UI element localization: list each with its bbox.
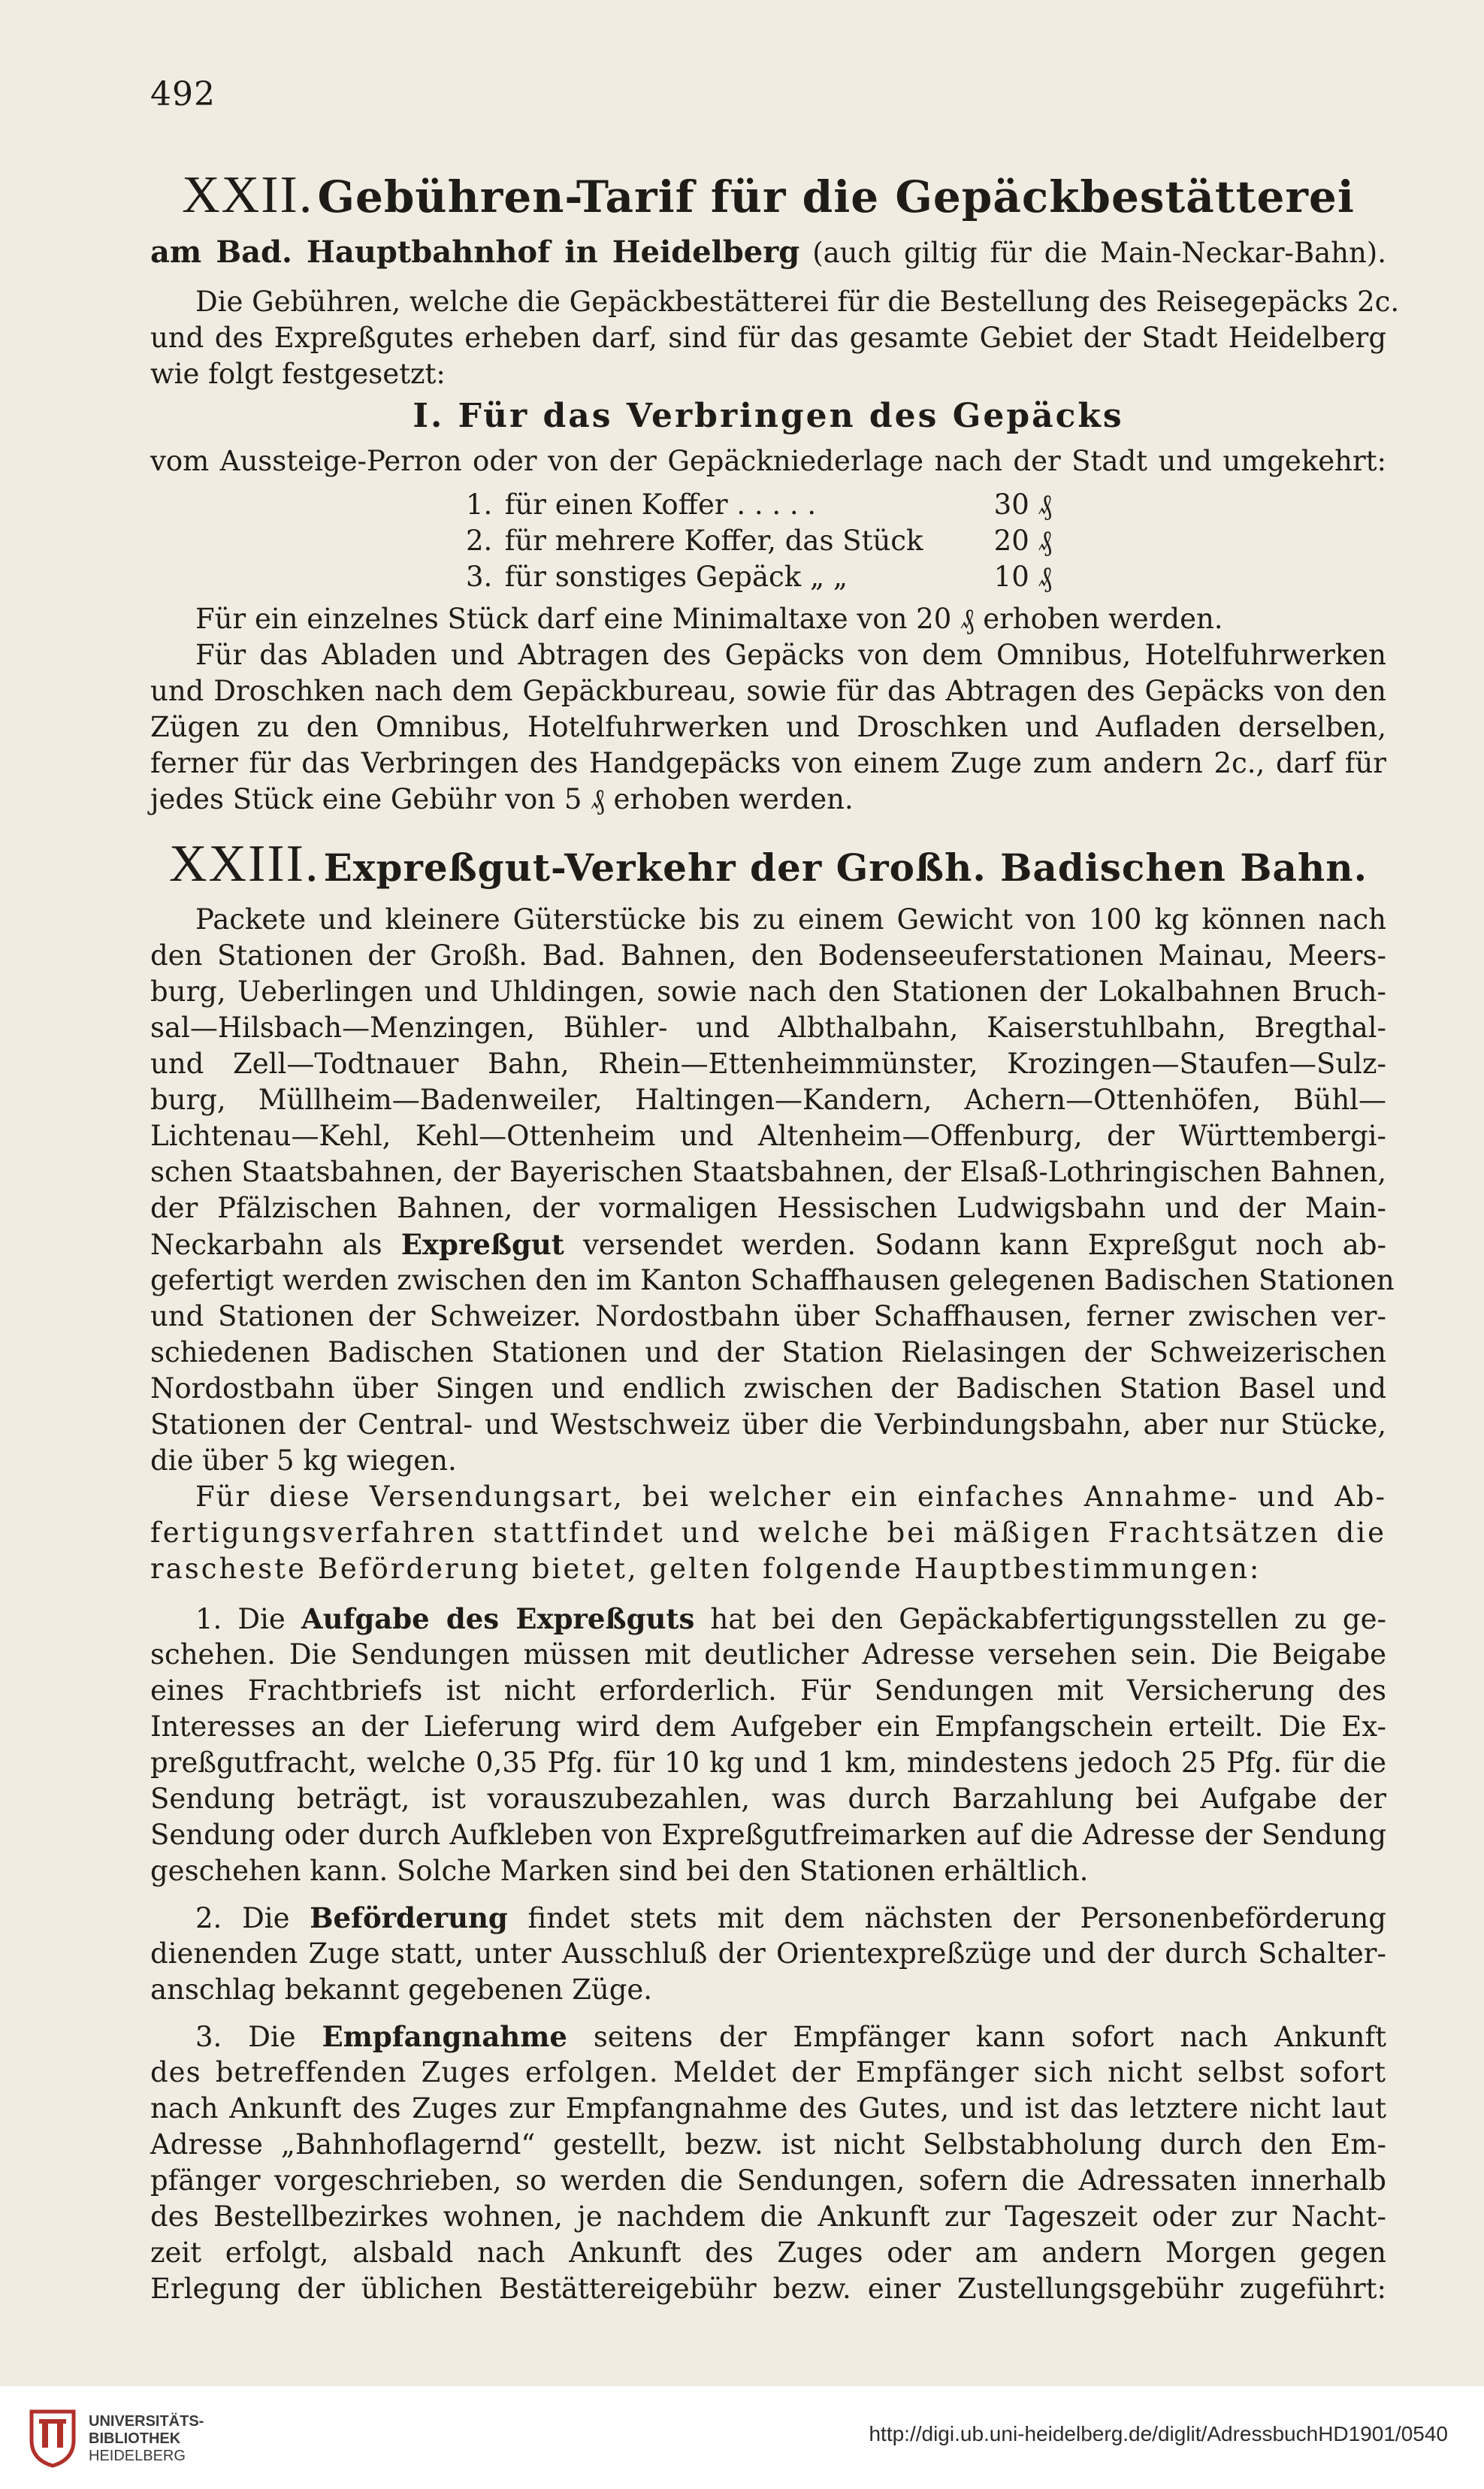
item3-line: des Bestellbezirkes wohnen, je nachdem die Ankunft zur Tageszeit oder zur Nacht- bbox=[150, 2200, 1386, 2233]
section-22-subtitle-rest: (auch giltig für die Main-Neckar-Bahn). bbox=[812, 237, 1386, 269]
university-library-logo-icon bbox=[29, 2407, 77, 2469]
para2-line: rascheste Beförderung bietet, gelten folgende Hauptbestimmungen: bbox=[150, 1553, 1262, 1585]
tariff-row bbox=[466, 523, 1052, 559]
paragraph-line: jedes Stück eine Gebühr von 5 ₰ erhoben werden. bbox=[150, 783, 854, 815]
tariff-num: 2. bbox=[466, 525, 493, 557]
section-22-heading bbox=[150, 165, 1386, 225]
item1-line: Sendung oder durch Aufkleben von Expreßgutfreimarken auf die Adresse der Sendung bbox=[150, 1819, 1386, 1851]
para1-line: schen Staatsbahnen, der Bayerischen Staatsbahnen, der Elsaß-Lothringischen Bahnen, bbox=[150, 1156, 1386, 1188]
library-name-line: HEIDELBERG bbox=[89, 2448, 186, 2464]
bold-term-empfangnahme: Empfangnahme bbox=[322, 2020, 567, 2053]
item3-line: Adresse „Bahnhoflagernd“ gestellt, bezw. ist nicht Selbstabholung durch den Em- bbox=[150, 2128, 1386, 2161]
tariff-num: 1. bbox=[466, 488, 493, 521]
text-run: hat bei den Gepäckabfertigungsstellen zu ge- bbox=[710, 1603, 1386, 1635]
item2-line: dienenden Zuge statt, unter Ausschluß der Orientexpreßzüge und der durch Schalter- bbox=[150, 1937, 1386, 1970]
para1-line: und Zell—Todtnauer Bahn, Rhein—Ettenheimmünster, Krozingen—Staufen—Sulz- bbox=[150, 1048, 1386, 1080]
bold-term-aufgabe: Aufgabe des Expreßguts bbox=[301, 1602, 695, 1635]
text-run: Neckarbahn als bbox=[150, 1229, 382, 1261]
paragraph-line: ferner für das Verbringen des Handgepäcks von einem Zuge zum andern 2c., darf für bbox=[150, 747, 1386, 779]
bold-term-expressgut: Expreßgut bbox=[400, 1228, 564, 1261]
tariff-row bbox=[466, 559, 1052, 595]
tariff-price: 20 ₰ bbox=[993, 525, 1052, 557]
item1-line: Sendung beträgt, ist vorauszubezahlen, was durch Barzahlung bei Aufgabe der bbox=[150, 1783, 1386, 1815]
para1-line: die über 5 kg wiegen. bbox=[150, 1444, 457, 1477]
text-run: seitens der Empfänger kann sofort nach Ankunft bbox=[593, 2021, 1387, 2053]
para1-line: Packete und kleinere Güterstücke bis zu einem Gewicht von 100 kg können nach bbox=[195, 903, 1386, 936]
item2-first-line bbox=[150, 1900, 1386, 1937]
para2-line: Für diese Versendungsart, bei welcher ein einfaches Annahme- und Ab- bbox=[195, 1480, 1386, 1513]
item3-line: pfänger vorgeschrieben, so werden die Sendungen, sofern die Adressaten innerhalb bbox=[150, 2164, 1386, 2197]
para1-line: sal—Hilsbach—Menzingen, Bühler- und Albthalbahn, Kaiserstuhlbahn, Bregthal- bbox=[150, 1012, 1386, 1044]
library-name-line: UNIVERSITÄTS- bbox=[89, 2413, 204, 2430]
item3-line: des betreffenden Zuges erfolgen. Meldet der Empfänger sich nicht selbst sofort bbox=[150, 2056, 1386, 2088]
minimal-tax-line: Für ein einzelnes Stück darf eine Minimaltaxe von 20 ₰ erhoben werden. bbox=[195, 603, 1223, 635]
para1-line: Nordostbahn über Singen und endlich zwischen der Badischen Station Basel und bbox=[150, 1372, 1386, 1405]
para1-line: und Stationen der Schweizer. Nordostbahn über Schaffhausen, ferner zwischen ver- bbox=[150, 1300, 1386, 1332]
item2-line: anschlag bekannt gegebenen Züge. bbox=[150, 1973, 653, 2006]
item3-line: Erlegung der üblichen Bestättereigebühr bezw. einer Zustellungsgebühr zugeführt: bbox=[150, 2273, 1386, 2305]
para1-line: burg, Ueberlingen und Uhldingen, sowie nach den Stationen der Lokalbahnen Bruch- bbox=[150, 975, 1386, 1008]
paragraph-line: Für das Abladen und Abtragen des Gepäcks von dem Omnibus, Hotelfuhrwerken bbox=[195, 639, 1386, 671]
section-23-heading bbox=[150, 834, 1386, 894]
tariff-label: für mehrere Koffer, das Stück bbox=[504, 525, 923, 557]
library-name-line: BIBLIOTHEK bbox=[89, 2430, 181, 2447]
para1-line: burg, Müllheim—Badenweiler, Haltingen—Kandern, Achern—Ottenhöfen, Bühl— bbox=[150, 1084, 1386, 1116]
item1-line: Interesses an der Lieferung wird dem Aufgeber ein Empfangschein erteilt. Die Ex- bbox=[150, 1710, 1386, 1743]
intro-line: wie folgt festgesetzt: bbox=[150, 358, 446, 390]
para2-line: fertigungsverfahren stattfindet und welche bei mäßigen Frachtsätzen die bbox=[150, 1517, 1386, 1549]
item1-line: eines Frachtbriefs ist nicht erforderlich. Für Sendungen mit Versicherung des bbox=[150, 1674, 1386, 1707]
para1-line: schiedenen Badischen Stationen und der Station Rielasingen der Schweizerischen bbox=[150, 1336, 1386, 1368]
source-url-link[interactable]: http://digi.ub.uni-heidelberg.de/diglit/AdressbuchHD1901/0540 bbox=[869, 2422, 1448, 2445]
text-run: findet stets mit dem nächsten der Personenbeförderung bbox=[527, 1902, 1386, 1934]
tariff-subheading: I. Für das Verbringen des Gepäcks bbox=[413, 397, 1124, 435]
section-22-subtitle-bold: am Bad. Hauptbahnhof in Heidelberg bbox=[150, 234, 800, 270]
para1-line-expressgut bbox=[150, 1226, 1386, 1263]
page-number: 492 bbox=[150, 75, 216, 113]
tariff-label: für sonstiges Gepäck „ „ bbox=[504, 561, 848, 593]
text-run: 3. Die bbox=[195, 2021, 296, 2053]
tariff-num: 3. bbox=[466, 561, 493, 593]
section-22-numeral: XXII. bbox=[182, 166, 314, 224]
para1-line: Lichtenau—Kehl, Kehl—Ottenheim und Altenheim—Offenburg, der Württembergi- bbox=[150, 1120, 1386, 1152]
item1-first-line bbox=[150, 1601, 1386, 1638]
tariff-price: 30 ₰ bbox=[993, 488, 1052, 521]
paragraph-line: und Droschken nach dem Gepäckbureau, sowie für das Abtragen des Gepäcks von den bbox=[150, 675, 1386, 707]
para1-line: gefertigt werden zwischen den im Kanton Schaffhausen gelegenen Badischen Stationen bbox=[150, 1264, 1395, 1296]
item3-first-line bbox=[150, 2019, 1386, 2055]
section-22-title: Gebühren-Tarif für die Gepäckbestätterei bbox=[317, 171, 1355, 222]
item3-line: nach Ankunft des Zuges zur Empfangnahme des Gutes, und ist das letztere nicht laut bbox=[150, 2092, 1386, 2125]
tariff-price: 10 ₰ bbox=[993, 561, 1052, 593]
tariff-subline: vom Aussteige-Perron oder von der Gepäckniederlage nach der Stadt und umgekehrt: bbox=[150, 445, 1386, 477]
text-run: versendet werden. Sodann kann Expreßgut noch ab- bbox=[582, 1229, 1387, 1261]
item3-line: zeit erfolgt, alsbald nach Ankunft des Zuges oder am andern Morgen gegen bbox=[150, 2236, 1386, 2269]
text-run: 1. Die bbox=[195, 1603, 286, 1635]
paragraph-line: Zügen zu den Omnibus, Hotelfuhrwerken und Droschken und Aufladen derselben, bbox=[150, 711, 1386, 743]
tariff-row bbox=[466, 487, 1052, 523]
item1-line: schehen. Die Sendungen müssen mit deutlicher Adresse versehen sein. Die Beigabe bbox=[150, 1638, 1386, 1671]
tariff-label: für einen Koffer . . . . . bbox=[504, 488, 817, 521]
para1-line: der Pfälzischen Bahnen, der vormaligen Hessischen Ludwigsbahn und der Main- bbox=[150, 1192, 1386, 1224]
item1-line: preßgutfracht, welche 0,35 Pfg. für 10 kg und 1 km, mindestens jedoch 25 Pfg. für die bbox=[150, 1747, 1386, 1779]
text-run: 2. Die bbox=[195, 1902, 290, 1934]
para1-line: den Stationen der Großh. Bad. Bahnen, den Bodenseeuferstationen Mainau, Meers- bbox=[150, 939, 1386, 972]
bold-term-befoerderung: Beförderung bbox=[310, 1901, 508, 1934]
footer-bar bbox=[0, 2386, 1484, 2489]
intro-line: Die Gebühren, welche die Gepäckbestätterei für die Bestellung des Reisegepäcks 2c. bbox=[195, 286, 1400, 318]
para1-line: Stationen der Central- und Westschweiz über die Verbindungsbahn, aber nur Stücke, bbox=[150, 1408, 1386, 1441]
item1-line: geschehen kann. Solche Marken sind bei den Stationen erhältlich. bbox=[150, 1855, 1089, 1887]
section-22-subtitle bbox=[150, 234, 1386, 271]
section-23-numeral: XXIII. bbox=[168, 835, 320, 893]
section-23-title: Expreßgut-Verkehr der Großh. Badischen Bahn. bbox=[323, 845, 1368, 890]
intro-line: und des Expreßgutes erheben darf, sind für das gesamte Gebiet der Stadt Heidelberg bbox=[150, 322, 1386, 354]
library-name bbox=[89, 2413, 204, 2465]
